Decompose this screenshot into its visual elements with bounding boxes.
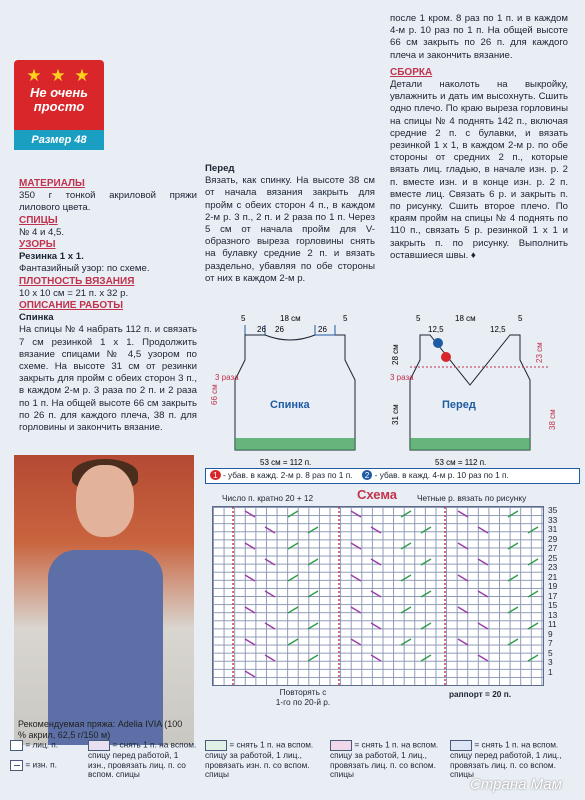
row-number: 9 — [548, 628, 553, 639]
patterns-heading: УЗОРЫ — [19, 239, 56, 251]
materials-text: 350 г тонкой акриловой пряжи лилового цвета. — [19, 190, 197, 214]
note-1-text: - убав. в кажд. 2-м р. 8 раз по 1 п. — [222, 470, 353, 480]
back-outline — [235, 335, 355, 450]
row-number: 31 — [548, 524, 558, 534]
back-neckline — [265, 335, 315, 340]
front-h31-label: 31 см — [391, 404, 400, 425]
scheme-title: Схема — [357, 487, 398, 502]
purl-symbol-icon — [10, 760, 23, 771]
legend-cable-2-text: = снять 1 п. на вспом. спицу за работой, 1 лиц., провязать изн. п. со вспом. спицы — [205, 739, 314, 779]
row-numbers — [548, 506, 570, 677]
front-outline — [410, 335, 530, 450]
needles-text: № 4 и 4,5. — [19, 226, 64, 238]
row-number: 25 — [548, 552, 558, 563]
front-armhole-label: 3 раза — [390, 373, 414, 382]
work-heading: ОПИСАНИЕ РАБОТЫ — [19, 300, 124, 312]
rapport-label: раппорт = 20 п. — [448, 689, 512, 699]
back-rib-band — [235, 438, 355, 450]
back-height-label: 66 см — [210, 384, 219, 405]
cable-symbols — [213, 507, 543, 685]
front-rib-band — [410, 438, 530, 450]
legend-knit-text: = лиц. п. — [25, 739, 59, 750]
legend-cable-4-text: = снять 1 п. на вспом. спицу перед работой, 1 лиц., провязать лиц. п. со вспом. спицы — [450, 739, 562, 779]
back-top-1: 5 — [241, 314, 246, 323]
row-number: 33 — [548, 514, 558, 525]
legend-purl-text: = изн. п. — [25, 759, 57, 770]
repeat-note — [258, 688, 348, 707]
note-1-marker: 1 — [210, 470, 221, 480]
front-width-label: 53 см = 112 п. — [435, 458, 487, 467]
back-top-2: 26 — [257, 325, 266, 334]
row-number: 7 — [548, 638, 553, 648]
back-top-6: 26 — [275, 325, 284, 334]
middle-column — [205, 163, 375, 285]
scheme-left-label: Число п. кратно 20 + 12 — [222, 493, 314, 503]
back-armhole-label: 3 раза — [215, 373, 239, 382]
front-top-4: 12,5 — [490, 325, 506, 334]
legend-cable-3 — [330, 740, 445, 780]
front-top-1: 5 — [416, 314, 421, 323]
front-top-3: 18 см — [455, 314, 476, 323]
note-2-text: - убав. в кажд. 4-м р. 10 раз по 1 п. — [374, 470, 509, 480]
row-number: 21 — [548, 571, 558, 582]
needles-heading: СПИЦЫ — [19, 214, 58, 226]
row-number: 19 — [548, 581, 558, 591]
row-number: 3 — [548, 657, 553, 667]
row-number: 17 — [548, 590, 558, 601]
density-heading: ПЛОТНОСТЬ ВЯЗАНИЯ — [19, 275, 135, 287]
back-text: На спицы № 4 набрать 112 п. и связать 7 см резинкой 1 х 1. Продолжить вязание спицами № 4,5 узором по схеме. На высоте 31 см от резинки закрыть для пройм с обеих сторон 3 п., в каждом 2-м р. 3 раза по 2 п. и 2 раза по 1 п. На общей высоте 66 см закрыть по 26 п. для каждого плеча, 38 п. для горловины и закончить вязание. — [19, 324, 197, 434]
back-width-label: 53 см = 112 п. — [260, 458, 312, 467]
row-number: 35 — [548, 505, 558, 515]
model-photo — [14, 455, 194, 745]
back-top-3: 18 см — [280, 314, 301, 323]
decrease-marker-2-icon — [433, 338, 443, 348]
front-top-5: 5 — [518, 314, 523, 323]
left-column — [19, 178, 197, 434]
rib-label: Резинка 1 х 1. — [19, 251, 84, 263]
row-number: 1 — [548, 666, 553, 677]
note-2-marker: 2 — [362, 470, 373, 480]
decrease-notes — [205, 468, 580, 484]
size-label: Размер 48 — [14, 130, 104, 150]
front-h28-label: 28 см — [391, 344, 400, 365]
back-label: Спинка — [270, 399, 310, 411]
front-text: Вязать, как спинку. На высоте 38 см от начала вязания закрыть для пройм с обеих сторон 4 п., в каждом 2-м р. 3 п., 2 п. и 2 раза по 1 п. Через 5 см от начала пройм для V-образного выреза горловины снять на булавку средние 2 п. и вязать раздельно, убавляя по обе стороны от них в каждом 2-м р. — [205, 175, 375, 284]
scheme-right-label: Четные р. вязать по рисунку — [417, 493, 527, 503]
legend-cable-2 — [205, 740, 320, 780]
row-number: 11 — [548, 619, 557, 629]
scheme-header — [222, 487, 552, 506]
materials-heading: МАТЕРИАЛЫ — [19, 178, 85, 189]
row-number: 5 — [548, 647, 553, 658]
front-continued-text: после 1 кром. 8 раз по 1 п. и в каждом 4-м р. 10 раз по 1 п. На общей высоте 66 см закрыть по 26 п. для каждого плеча и закончить вязание. — [390, 13, 568, 61]
legend-cable-3-text: = снять 1 п. на вспом. спицу за работой, 1 лиц., провязать лиц. п. со вспом. спицы — [330, 739, 439, 779]
knit-symbol-icon — [10, 740, 23, 751]
decrease-marker-1-icon — [441, 352, 451, 362]
yarn-caption: Рекомендуемая пряжа: Adelia IVIA (100 % акрил, 62,5 г/150 м) — [18, 719, 183, 740]
legend-cable-4 — [450, 740, 570, 780]
front-h38-label: 38 см — [548, 409, 557, 430]
density-text: 10 х 10 см = 21 п. х 32 р. — [19, 287, 129, 299]
legend-purl — [10, 760, 70, 771]
star-icons: ★ ★ ★ — [26, 66, 92, 85]
repeat-rows-label: 1-го по 20-й р. — [275, 696, 331, 707]
face-shape — [76, 465, 134, 537]
right-column — [390, 13, 568, 262]
front-label: Перед — [442, 399, 476, 411]
badge-line1: Не очень — [30, 85, 88, 100]
row-number: 27 — [548, 543, 558, 553]
assembly-text: Детали наколоть на выкройку, увлажнить и дать им высохнуть. Сшить одно плечо. По краю выреза горловины на спицы № 4 поднять 142 п., включая средние 2 п. с булавки, и вязать резинкой 1 х 1, в каждом 2-м р. по обе стороны от средних 2 п., которые вязать лиц. гладью, в начале изн. р. 2 п. вместе изн. и в конце изн. р. 2 п. вместе лиц. Связать 6 р. и закрыть п. по рисунку. Сшить второе плечо. По краям пройм на спицы № 4 поднять по 110 п., связать 5 р. резинкой 1 х 1 и закрыть п. по рисунку. Выполнить оставшиеся швы. ♦ — [390, 79, 568, 261]
watermark: Страна Мам — [470, 776, 562, 793]
fancy-pattern-text: Фантазийный узор: по схеме. — [19, 263, 150, 275]
legend-cable-1 — [88, 740, 198, 780]
row-number: 29 — [548, 533, 558, 544]
back-top-4: 26 — [318, 325, 327, 334]
back-pattern-diagram — [205, 305, 380, 470]
legend-knit — [10, 740, 70, 751]
repeat-from-label: Повторять с — [279, 687, 327, 697]
front-pattern-diagram — [380, 305, 570, 470]
legend-cable-1-text: = снять 1 п. на вспом. спицу перед работой, 1 изн., провязать лиц. п. со вспом. спицы — [88, 739, 197, 779]
back-heading: Спинка — [19, 312, 54, 324]
row-number: 15 — [548, 600, 558, 610]
back-top-5: 5 — [343, 314, 348, 323]
row-number: 13 — [548, 609, 558, 620]
row-number: 23 — [548, 562, 558, 572]
assembly-heading: СБОРКА — [390, 66, 433, 78]
knitting-chart-grid — [212, 506, 544, 686]
front-top-2: 12,5 — [428, 325, 444, 334]
badge-line2: просто — [33, 99, 85, 114]
front-heading: Перед — [205, 163, 235, 174]
front-h23-label: 23 см — [535, 342, 544, 363]
vest-shape — [48, 550, 163, 745]
